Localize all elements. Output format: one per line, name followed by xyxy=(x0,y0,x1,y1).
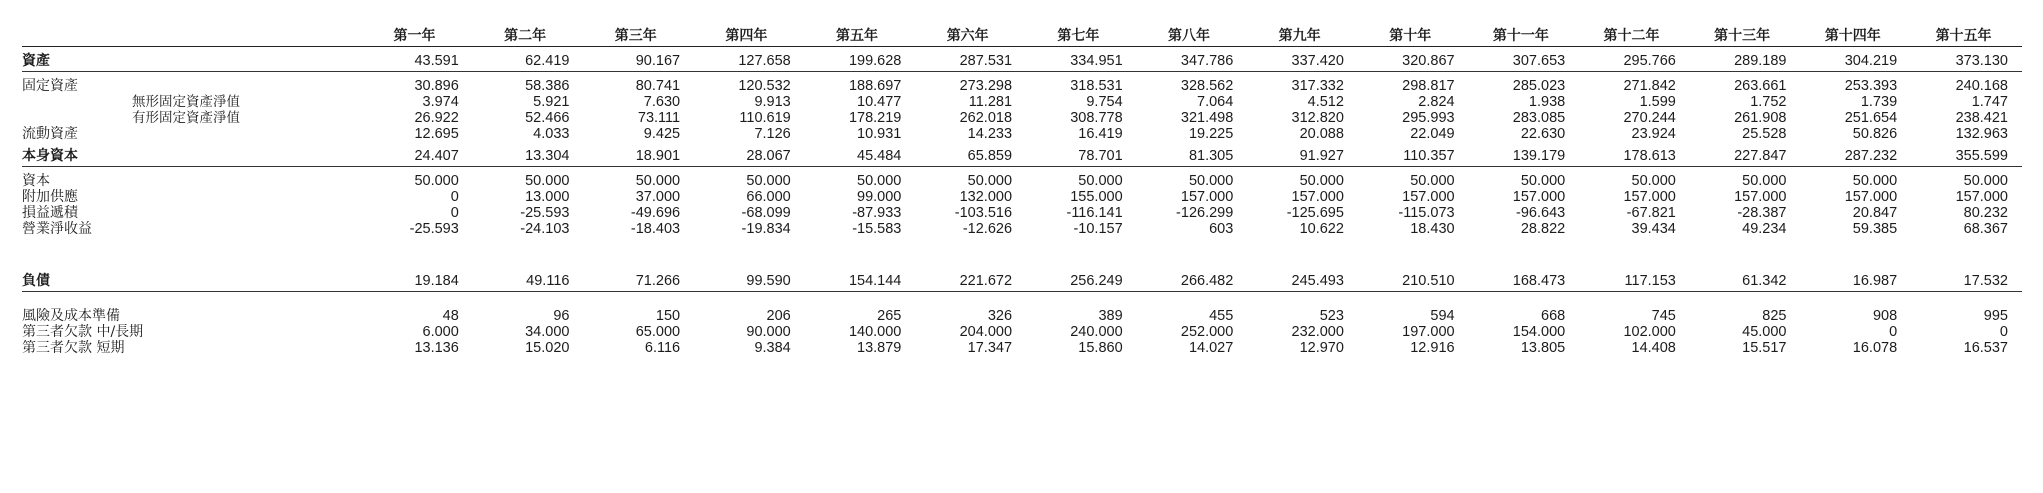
value-cell: 23.924 xyxy=(1631,126,1676,142)
reserves-row xyxy=(22,308,2022,324)
value-cell: 197.000 xyxy=(1402,324,1455,340)
value-cell: -49.696 xyxy=(630,205,681,221)
value-cell: 455 xyxy=(1209,308,1234,324)
value-cell: -25.593 xyxy=(409,221,459,237)
value-cell: 178.613 xyxy=(1579,142,1690,167)
row-label: 無形固定資產淨值 xyxy=(132,94,240,110)
capital-row xyxy=(22,167,2022,190)
row-label: 風險及成本準備 xyxy=(22,308,120,324)
third-party-short-row xyxy=(22,340,2022,356)
value-cell: 9.913 xyxy=(754,94,791,110)
value-cell: 10.477 xyxy=(857,94,902,110)
net-income-row xyxy=(22,221,2022,237)
value-cell: 199.628 xyxy=(805,47,916,72)
value-cell: 256.249 xyxy=(1026,267,1137,292)
value-cell: 71.266 xyxy=(583,267,694,292)
value-cell: 15.860 xyxy=(1078,340,1123,356)
value-cell: -24.103 xyxy=(520,221,570,237)
value-cell: 90.167 xyxy=(583,47,694,72)
balance-sheet-table xyxy=(22,18,2022,356)
value-cell: 50.000 xyxy=(1410,173,1455,189)
value-cell: 96 xyxy=(553,308,570,324)
value-cell: 50.000 xyxy=(525,173,570,189)
value-cell: 11.281 xyxy=(968,94,1013,110)
value-cell: 168.473 xyxy=(1469,267,1580,292)
value-cell: 240.168 xyxy=(1955,78,2008,94)
spacer-row xyxy=(22,292,2022,309)
value-cell: 50.000 xyxy=(414,173,459,189)
year-header: 第十五年 xyxy=(1911,18,2022,47)
value-cell: 16.078 xyxy=(1852,340,1898,356)
value-cell: 308.778 xyxy=(1070,110,1123,126)
value-cell: 5.921 xyxy=(533,94,570,110)
value-cell: 19.184 xyxy=(362,267,473,292)
value-cell: 22.049 xyxy=(1410,126,1455,142)
value-cell: 317.332 xyxy=(1291,78,1344,94)
value-cell: 1.752 xyxy=(1750,94,1787,110)
value-cell: 157.000 xyxy=(1512,189,1566,205)
value-cell: 59.385 xyxy=(1852,221,1898,237)
value-cell: 22.630 xyxy=(1520,126,1566,142)
value-cell: 65.859 xyxy=(915,142,1026,167)
value-cell: 9.754 xyxy=(1086,94,1123,110)
value-cell: 13.000 xyxy=(525,189,570,205)
value-cell: 318.531 xyxy=(1070,78,1123,94)
value-cell: 62.419 xyxy=(473,47,584,72)
value-cell: 43.591 xyxy=(362,47,473,72)
row-label: 負債 xyxy=(22,267,362,292)
value-cell: 13.879 xyxy=(857,340,902,356)
tangible-assets-row xyxy=(22,110,2022,126)
intangible-assets-row xyxy=(22,94,2022,110)
value-cell: 157.000 xyxy=(1623,189,1676,205)
row-label: 本身資本 xyxy=(22,142,362,167)
value-cell: 80.232 xyxy=(1963,205,2008,221)
value-cell: 347.786 xyxy=(1137,47,1248,72)
value-cell: 4.512 xyxy=(1307,94,1344,110)
row-label: 損益遞積 xyxy=(22,205,78,221)
row-label: 有形固定資產淨值 xyxy=(132,110,240,126)
value-cell: 12.916 xyxy=(1410,340,1455,356)
value-cell: 102.000 xyxy=(1623,324,1676,340)
year-header: 第十一年 xyxy=(1469,18,1580,47)
value-cell: 50.000 xyxy=(1852,173,1898,189)
value-cell: 285.023 xyxy=(1512,78,1566,94)
value-cell: 337.420 xyxy=(1247,47,1358,72)
value-cell: 20.088 xyxy=(1299,126,1344,142)
value-cell: 73.111 xyxy=(637,110,681,126)
value-cell: 45.000 xyxy=(1742,324,1787,340)
value-cell: 50.000 xyxy=(1188,173,1234,189)
row-label: 流動資產 xyxy=(22,126,78,142)
row-label: 營業淨收益 xyxy=(22,221,92,237)
third-party-long-row xyxy=(22,324,2022,340)
value-cell: 2.824 xyxy=(1418,94,1455,110)
value-cell: 25.528 xyxy=(1742,126,1787,142)
value-cell: 14.408 xyxy=(1631,340,1676,356)
value-cell: 68.367 xyxy=(1963,221,2008,237)
value-cell: 204.000 xyxy=(959,324,1013,340)
value-cell: -18.403 xyxy=(630,221,681,237)
value-cell: 91.927 xyxy=(1247,142,1358,167)
value-cell: 1.739 xyxy=(1860,94,1898,110)
value-cell: 28.067 xyxy=(694,142,805,167)
spacer-row xyxy=(22,237,2022,267)
value-cell: 154.000 xyxy=(1512,324,1566,340)
value-cell: 251.654 xyxy=(1844,110,1898,126)
year-header: 第十二年 xyxy=(1579,18,1690,47)
row-label: 固定資產 xyxy=(22,78,78,94)
value-cell: 34.000 xyxy=(525,324,570,340)
value-cell: 99.590 xyxy=(694,267,805,292)
value-cell: 7.126 xyxy=(754,126,791,142)
value-cell: 825 xyxy=(1762,308,1787,324)
value-cell: 261.908 xyxy=(1734,110,1787,126)
value-cell: 48 xyxy=(442,308,459,324)
value-cell: 157.000 xyxy=(1734,189,1787,205)
value-cell: -68.099 xyxy=(741,205,791,221)
value-cell: 65.000 xyxy=(635,324,681,340)
year-header: 第五年 xyxy=(805,18,916,47)
value-cell: 50.000 xyxy=(1078,173,1123,189)
year-header: 第十年 xyxy=(1358,18,1469,47)
value-cell: 37.000 xyxy=(635,189,681,205)
value-cell: 326 xyxy=(987,308,1013,324)
row-label: 資本 xyxy=(22,173,50,189)
value-cell: 50.000 xyxy=(1742,173,1787,189)
value-cell: 523 xyxy=(1319,308,1344,324)
value-cell: 132.000 xyxy=(959,189,1013,205)
value-cell: 0 xyxy=(1889,324,1898,340)
value-cell: -125.695 xyxy=(1286,205,1344,221)
year-header: 第一年 xyxy=(362,18,473,47)
value-cell: 16.537 xyxy=(1963,340,2008,356)
value-cell: 245.493 xyxy=(1247,267,1358,292)
year-header: 第六年 xyxy=(915,18,1026,47)
value-cell: 61.342 xyxy=(1690,267,1801,292)
value-cell: 15.517 xyxy=(1742,340,1787,356)
value-cell: 206 xyxy=(766,308,791,324)
value-cell: 603 xyxy=(1209,221,1234,237)
value-cell: 321.498 xyxy=(1180,110,1234,126)
value-cell: 139.179 xyxy=(1469,142,1580,167)
year-header: 第四年 xyxy=(694,18,805,47)
value-cell: 271.842 xyxy=(1623,78,1676,94)
value-cell: 307.653 xyxy=(1469,47,1580,72)
value-cell: 253.393 xyxy=(1844,78,1898,94)
value-cell: 16.987 xyxy=(1801,267,1912,292)
value-cell: 3.974 xyxy=(422,94,459,110)
year-header-row xyxy=(22,18,2022,47)
year-header: 第十四年 xyxy=(1801,18,1912,47)
value-cell: 252.000 xyxy=(1180,324,1234,340)
value-cell: 14.027 xyxy=(1188,340,1234,356)
value-cell: 50.000 xyxy=(857,173,902,189)
value-cell: 13.304 xyxy=(473,142,584,167)
value-cell: -28.387 xyxy=(1737,205,1787,221)
value-cell: 58.386 xyxy=(525,78,570,94)
value-cell: 1.747 xyxy=(1971,94,2008,110)
value-cell: 28.822 xyxy=(1520,221,1566,237)
row-label: 第三者欠款 中/長期 xyxy=(22,324,144,340)
row-label: 資產 xyxy=(22,47,362,72)
value-cell: 10.622 xyxy=(1299,221,1344,237)
value-cell: -96.643 xyxy=(1516,205,1566,221)
value-cell: 263.661 xyxy=(1734,78,1787,94)
value-cell: 154.144 xyxy=(805,267,916,292)
value-cell: 14.233 xyxy=(967,126,1013,142)
value-cell: 15.020 xyxy=(525,340,570,356)
value-cell: 157.000 xyxy=(1180,189,1234,205)
value-cell: 50.000 xyxy=(1299,173,1344,189)
value-cell: 17.532 xyxy=(1911,267,2022,292)
fixed-assets-row xyxy=(22,72,2022,95)
value-cell: 81.305 xyxy=(1137,142,1248,167)
value-cell: 188.697 xyxy=(848,78,902,94)
value-cell: 373.130 xyxy=(1911,47,2022,72)
year-header: 第十三年 xyxy=(1690,18,1801,47)
value-cell: 80.741 xyxy=(635,78,681,94)
value-cell: 328.562 xyxy=(1180,78,1234,94)
value-cell: 50.000 xyxy=(1631,173,1676,189)
value-cell: 50.000 xyxy=(1963,173,2008,189)
row-label: 附加供應 xyxy=(22,189,78,205)
value-cell: 19.225 xyxy=(1188,126,1234,142)
value-cell: 150 xyxy=(655,308,681,324)
value-cell: 238.421 xyxy=(1955,110,2008,126)
value-cell: 26.922 xyxy=(414,110,459,126)
value-cell: 270.244 xyxy=(1623,110,1676,126)
value-cell: 9.425 xyxy=(643,126,681,142)
value-cell: 50.000 xyxy=(1520,173,1566,189)
year-header: 第八年 xyxy=(1137,18,1248,47)
value-cell: 298.817 xyxy=(1402,78,1455,94)
header-blank xyxy=(22,18,362,47)
value-cell: -15.583 xyxy=(852,221,902,237)
value-cell: 287.531 xyxy=(915,47,1026,72)
row-label: 第三者欠款 短期 xyxy=(22,340,125,356)
value-cell: 30.896 xyxy=(414,78,459,94)
value-cell: 50.000 xyxy=(635,173,681,189)
value-cell: 12.695 xyxy=(414,126,459,142)
assets-row xyxy=(22,47,2022,72)
value-cell: 295.993 xyxy=(1402,110,1455,126)
value-cell: 0 xyxy=(1999,324,2008,340)
current-assets-row xyxy=(22,126,2022,142)
value-cell: 16.419 xyxy=(1078,126,1123,142)
value-cell: 320.867 xyxy=(1358,47,1469,72)
value-cell: -87.933 xyxy=(852,205,902,221)
value-cell: 50.000 xyxy=(746,173,791,189)
value-cell: -10.157 xyxy=(1073,221,1123,237)
value-cell: 1.599 xyxy=(1639,94,1676,110)
value-cell: 10.931 xyxy=(857,126,902,142)
value-cell: 157.000 xyxy=(1955,189,2008,205)
value-cell: 240.000 xyxy=(1070,324,1123,340)
value-cell: 157.000 xyxy=(1844,189,1898,205)
value-cell: 6.000 xyxy=(422,324,459,340)
value-cell: 18.430 xyxy=(1410,221,1455,237)
value-cell: 289.189 xyxy=(1690,47,1801,72)
value-cell: 24.407 xyxy=(362,142,473,167)
value-cell: 295.766 xyxy=(1579,47,1690,72)
value-cell: 127.658 xyxy=(694,47,805,72)
value-cell: 594 xyxy=(1430,308,1455,324)
year-header: 第九年 xyxy=(1247,18,1358,47)
equity-row xyxy=(22,142,2022,167)
value-cell: 132.963 xyxy=(1955,126,2008,142)
value-cell: 157.000 xyxy=(1402,189,1455,205)
value-cell: -25.593 xyxy=(520,205,570,221)
value-cell: 49.116 xyxy=(473,267,584,292)
value-cell: 312.820 xyxy=(1291,110,1344,126)
value-cell: -12.626 xyxy=(962,221,1013,237)
value-cell: 110.619 xyxy=(739,110,791,126)
value-cell: 90.000 xyxy=(746,324,791,340)
year-header: 第三年 xyxy=(583,18,694,47)
value-cell: 9.384 xyxy=(754,340,791,356)
value-cell: -103.516 xyxy=(954,205,1013,221)
value-cell: 110.357 xyxy=(1358,142,1469,167)
value-cell: 334.951 xyxy=(1026,47,1137,72)
value-cell: -116.141 xyxy=(1066,205,1123,221)
liabilities-row xyxy=(22,267,2022,292)
value-cell: 7.630 xyxy=(643,94,681,110)
pnl-carry-row xyxy=(22,205,2022,221)
value-cell: 0 xyxy=(450,189,459,205)
value-cell: 50.826 xyxy=(1852,126,1898,142)
value-cell: 355.599 xyxy=(1911,142,2022,167)
value-cell: -67.821 xyxy=(1626,205,1676,221)
value-cell: 210.510 xyxy=(1358,267,1469,292)
value-cell: 273.298 xyxy=(959,78,1013,94)
value-cell: 13.136 xyxy=(414,340,459,356)
value-cell: 908 xyxy=(1872,308,1898,324)
value-cell: 221.672 xyxy=(915,267,1026,292)
value-cell: 4.033 xyxy=(533,126,570,142)
value-cell: 668 xyxy=(1541,308,1566,324)
value-cell: 66.000 xyxy=(746,189,791,205)
value-cell: 13.805 xyxy=(1520,340,1566,356)
value-cell: -115.073 xyxy=(1398,205,1455,221)
value-cell: 140.000 xyxy=(848,324,902,340)
value-cell: 0 xyxy=(450,205,459,221)
value-cell: 157.000 xyxy=(1291,189,1344,205)
value-cell: 745 xyxy=(1651,308,1676,324)
value-cell: 266.482 xyxy=(1137,267,1248,292)
value-cell: 20.847 xyxy=(1852,205,1898,221)
value-cell: 6.116 xyxy=(644,340,681,356)
year-header: 第二年 xyxy=(473,18,584,47)
value-cell: 1.938 xyxy=(1528,94,1566,110)
value-cell: 995 xyxy=(1983,308,2008,324)
value-cell: 17.347 xyxy=(967,340,1013,356)
value-cell: 389 xyxy=(1098,308,1123,324)
value-cell: 120.532 xyxy=(738,78,791,94)
value-cell: 39.434 xyxy=(1631,221,1676,237)
value-cell: 287.232 xyxy=(1801,142,1912,167)
value-cell: 227.847 xyxy=(1690,142,1801,167)
value-cell: 178.219 xyxy=(848,110,902,126)
value-cell: 45.484 xyxy=(805,142,916,167)
value-cell: -19.834 xyxy=(741,221,791,237)
value-cell: 18.901 xyxy=(583,142,694,167)
value-cell: 12.970 xyxy=(1299,340,1344,356)
value-cell: 232.000 xyxy=(1291,324,1344,340)
value-cell: 78.701 xyxy=(1026,142,1137,167)
value-cell: 155.000 xyxy=(1070,189,1123,205)
additional-supply-row xyxy=(22,189,2022,205)
value-cell: -126.299 xyxy=(1176,205,1234,221)
value-cell: 7.064 xyxy=(1197,94,1234,110)
value-cell: 50.000 xyxy=(967,173,1013,189)
value-cell: 304.219 xyxy=(1801,47,1912,72)
year-header: 第七年 xyxy=(1026,18,1137,47)
value-cell: 265 xyxy=(877,308,902,324)
value-cell: 99.000 xyxy=(857,189,902,205)
value-cell: 117.153 xyxy=(1579,267,1690,292)
value-cell: 283.085 xyxy=(1512,110,1566,126)
value-cell: 52.466 xyxy=(525,110,570,126)
value-cell: 262.018 xyxy=(959,110,1013,126)
value-cell: 49.234 xyxy=(1742,221,1787,237)
